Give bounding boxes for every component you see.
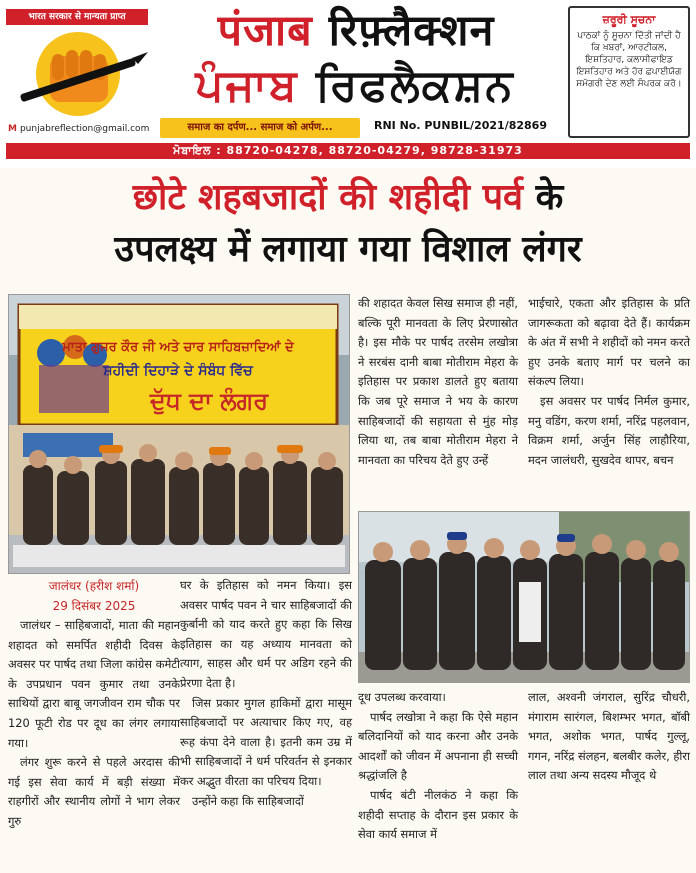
- article-paragraph: लाल, अश्वनी जंगराल, सुरिंद्र चौधरी, मंगाराम सारंगल, बिशम्भर भगत, बॉबी भगत, अशोक भगत, पार्षद गुल्लू, गगन, नरिंद्र संलहन, बलबीर कलेर, हीरा लाल तथा अन्य सदस्य मौजूद थे: [528, 690, 690, 783]
- notice-heading: ਜ਼ਰੂਰੀ ਸੂਚਨਾ: [602, 13, 656, 26]
- headline: [4, 172, 692, 282]
- article-paragraph: भाईचारे, एकता और इतिहास के प्रति जागरूकता को बढ़ावा देते हैं। कार्यक्रम के अंत में सभी ने शहीदों को नमन करते हुए उनके बताए मार्ग पर चलने का संकल्प लिया।: [528, 296, 690, 389]
- article-column-4: [528, 294, 690, 470]
- article-paragraph: उन्होंने कहा कि साहिबजादों: [192, 793, 304, 808]
- langar-photo-scene: [9, 295, 349, 573]
- mail-icon: M: [8, 124, 17, 134]
- article-paragraph: घर के इतिहास को नमन किया। इस अवसर पार्षद पवन ने चार साहिबजादों की कुर्बानी को याद करते हुए कहा कि सिख इतिहास का यह अध्याय मानवता को त्याग, साहस और धर्म पर अडिग रहने की प्रेरणा देता है।: [180, 578, 352, 690]
- important-notice-box: [568, 6, 690, 138]
- article-paragraph: लंगर शुरू करने से पहले अरदास की गई इस सेवा कार्य में बड़ी संख्या में राहगीरों और स्थानीय लोगों ने भाग लेकर गुरु: [8, 755, 180, 828]
- article-column-1: [8, 616, 180, 832]
- mobile-numbers-bar: ਮੋਬਾਇਲ : 88720-04278, 88720-04279, 98728-31973: [6, 143, 690, 159]
- title-hindi-red: पंजाब: [217, 6, 313, 56]
- title-punjabi: [150, 60, 560, 112]
- article-column-6: [528, 688, 690, 786]
- headline-line2: उपलक्ष्य में लगाया गया विशाल लंगर: [114, 229, 582, 270]
- banner-line3: ਦੁੱਧ ਦਾ ਲੰਗਰ: [149, 387, 269, 415]
- email-line: [8, 124, 149, 134]
- title-hindi: [154, 6, 558, 56]
- article-paragraph: पार्षद लखोत्रा ने कहा कि ऐसे महान बलिदानियों को याद करना और उनके आदर्शों को जीवन में अपनाना ही सच्ची श्रद्धांजलि है: [358, 709, 518, 783]
- group-photo-2: [358, 511, 690, 683]
- dateline: [8, 576, 180, 616]
- headline-line1-black: के: [535, 177, 564, 218]
- rni-number: RNI No. PUNBIL/2021/82869: [374, 119, 547, 132]
- article-column-2: [180, 576, 352, 811]
- banner-line2: ਸ਼ਹੀਦੀ ਦਿਹਾੜੇ ਦੇ ਸੰਬੰਧ ਵਿੱਚ: [103, 363, 253, 379]
- article-column-3: [358, 294, 518, 470]
- email-address: punjabreflection@gmail.com: [19, 124, 150, 134]
- dateline-city: जालंधर (हरीश शर्मा): [48, 579, 140, 593]
- article-paragraph: इस अवसर पर पार्षद निर्मल कुमार, मनु वडिंग, करण शर्मा, नरिंद्र पहलवान, विक्रम शर्मा, अर्जुन सिंह लाहौरिया, मदन जालंधरी, सुखदेव थापर, बचन: [528, 393, 690, 467]
- title-hindi-black: रिफ़्लैक्शन: [328, 6, 495, 56]
- title-punjabi-red: ਪੰਜਾਬ: [195, 60, 299, 111]
- article-paragraph: दूध उपलब्ध करवाया।: [358, 690, 446, 704]
- dateline-date: 29 दिसंबर 2025: [52, 599, 136, 613]
- fist-pen-logo: [10, 28, 150, 118]
- article-paragraph: की शहादत केवल सिख समाज ही नहीं, बल्कि पूरी मानवता के लिए प्रेरणास्रोत है। इस मौके पर पार्षद तरसेम लखोत्रा ने सरबंस दानी बाबा मोतीराम मेहरा के इतिहास पर प्रकाश डालते हुए बताया कि जब पूरे समाज ने भय के कारण साहिबजादों की सहायता से मुंह मोड़ लिया था, तब बाबा मोतीराम मेहरा ने मानवता का परिचय देते हुए उन्हें: [358, 296, 518, 467]
- notice-body: ਪਾਠਕਾਂ ਨੂੰ ਸੂਚਨਾ ਦਿੱਤੀ ਜਾਂਦੀ ਹੈ ਕਿ ਖ਼ਬਰਾਂ, ਆਰਟੀਕਲ, ਇਸ਼ਤਿਹਾਰ, ਕਲਾਸੀਫਾਇਡ ਇਸ਼ਤਿਹਾਰ ਅਤੇ ਹੋਰ ਛਪਾਈਯੋਗ ਸਮੱਗਰੀ ਦੇਣ ਲਈ ਸੰਪਰਕ ਕਰੋ।: [576, 31, 682, 89]
- article-paragraph: जिस प्रकार मुगल हाकिमों द्वारा मासूम साहिबजादों पर अत्याचार किए गए, वह रूह कंपा देने वाला है। इतनी कम उम्र में भी साहिबजादों ने धर्म परिवर्तन से इनकार कर अद्भुत वीरता का परिचय दिया।: [180, 695, 352, 788]
- group-photo-2-scene: [359, 512, 689, 682]
- article-column-5: [358, 688, 518, 845]
- title-punjabi-black: ਰਿਫਲੈਕਸ਼ਨ: [315, 60, 515, 111]
- govt-recognition-badge: भारत सरकार से मान्यता प्राप्त: [6, 9, 148, 25]
- article-paragraph: जालंधर – साहिबजादों, माता की महान शहादत को समर्पित शहीदी दिवस के अवसर पर पार्षद तथा जिला कांग्रेस कमेटी के उपप्रधान पवन कुमार तथा उनके साथियों द्वारा बाबू जगजीवन राम चौक पर 120 फूटी रोड पर दूध का लंगर लगाया गया।: [8, 618, 180, 750]
- headline-line1: [4, 172, 692, 224]
- slogan-badge: समाज का दर्पण... समाज को अर्पण...: [160, 118, 360, 138]
- headline-line1-red: छोटे शहबजादों की शहीदी पर्व: [132, 177, 524, 218]
- masthead: [0, 0, 696, 168]
- article-paragraph: पार्षद बंटी नीलकंठ ने कहा कि शहीदी सप्ताह के दौरान इस प्रकार के सेवा कार्य समाज में: [358, 787, 518, 842]
- banner-line1: ਮਾਤਾ ਗੁਜਰ ਕੌਰ ਜੀ ਅਤੇ ਚਾਰ ਸਾਹਿਬਜ਼ਾਦਿਆਂ ਦੇ: [62, 340, 294, 355]
- langar-group-photo: [8, 294, 350, 574]
